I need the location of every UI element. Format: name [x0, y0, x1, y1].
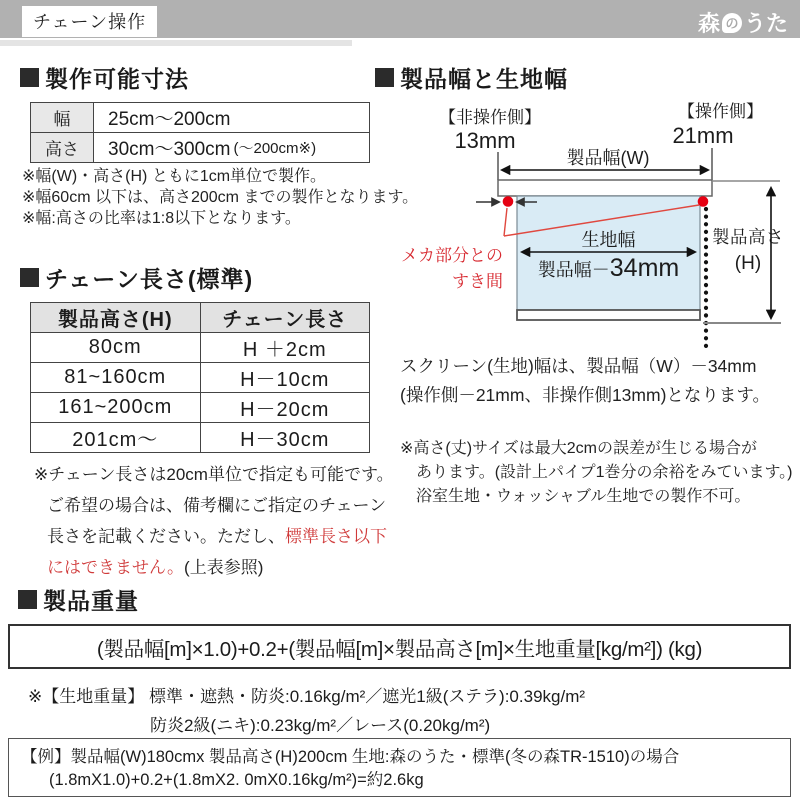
column-header: チェーン長さ — [201, 303, 370, 332]
table-cell: H ＋2cm — [201, 333, 370, 362]
table-cell: 161~200cm — [31, 393, 200, 422]
value-text: 25cm〜200cm — [108, 109, 231, 130]
formula-prefix: 製品幅－ — [537, 260, 610, 280]
mechanism-gap-line1: メカ部分との — [401, 246, 503, 265]
fabric-width-formula — [517, 254, 700, 283]
note-line: ※幅:高さの比率は1:8以下となります。 — [22, 210, 301, 227]
height-tolerance-notes — [400, 437, 793, 509]
table-cell: 81~160cm — [31, 363, 200, 392]
brand-text-1: 森 — [697, 11, 720, 36]
description-line: (操作側－21mm、非操作側13mm)となります。 — [400, 385, 770, 405]
fabric-panel — [517, 196, 700, 310]
weight-formula-box: (製品幅[m]×1.0)+0.2+(製品幅[m]×製品高さ[m]×生地重量[kg/m²]) (kg) — [8, 624, 791, 669]
product-height-label: 製品高さ — [712, 227, 784, 247]
weight-example-box — [8, 738, 791, 797]
brand-logo — [698, 7, 788, 38]
table-row-label: 高さ — [31, 133, 93, 162]
table-cell: 201cm〜 — [31, 423, 200, 452]
column-header: 製品高さ(H) — [31, 303, 200, 332]
chain-length-note — [34, 459, 402, 583]
note-line: 浴室生地・ウォッシャブル生地での製作不可。 — [416, 488, 751, 505]
section-title-dimensions — [20, 61, 189, 94]
square-bullet-icon — [375, 68, 394, 87]
value-note: (〜200cm※) — [233, 140, 317, 157]
value-text: 30cm〜300cm — [108, 139, 231, 160]
mechanism-gap-label — [375, 243, 503, 295]
table-cell: H－10cm — [201, 363, 370, 392]
note-text: ※チェーン長さは20cm単位で指定も可能です。ご希望の場合は、備考欄にご指定のチェーン長さを記載ください。ただし、 — [34, 465, 394, 546]
operation-side-value: 21mm — [672, 123, 734, 148]
dimensions-notes — [22, 166, 418, 229]
operation-type-badge: チェーン操作 — [22, 6, 157, 37]
note-text: (上表参照) — [184, 558, 264, 577]
gap-dot-right — [698, 196, 709, 207]
top-bar-shadow — [0, 40, 352, 46]
non-operation-side-value: 13mm — [454, 128, 516, 153]
fabric-width-label: 生地幅 — [581, 230, 636, 250]
example-line2: (1.8mX1.0)+0.2+(1.8mX2. 0mX0.16kg/m²)=約2.6kg — [49, 771, 424, 789]
section-title-text: 製品幅と生地幅 — [400, 66, 568, 92]
section-title-text: チェーン長さ(標準) — [45, 266, 254, 292]
section-title-width — [375, 61, 568, 94]
non-operation-side-label: 【非操作側】 — [439, 108, 541, 127]
section-title-weight — [18, 583, 139, 616]
example-line1: 【例】製品幅(W)180cmx 製品高さ(H)200cm 生地:森のうた・標準(冬の森TR-1510)の場合 — [21, 748, 680, 766]
square-bullet-icon — [20, 68, 39, 87]
brand-text-2: うた — [743, 11, 788, 36]
square-bullet-icon — [18, 590, 37, 609]
table-cell: H－30cm — [201, 423, 370, 452]
section-title-text: 製作可能寸法 — [45, 66, 189, 92]
note-line: ※幅(W)・高さ(H) ともに1cm単位で製作。 — [22, 168, 327, 185]
fabric-weight-note-line2: 防炎2級(ニキ):0.23kg/m²／レース(0.20kg/m²) — [150, 716, 491, 735]
product-height-unit: (H) — [734, 253, 762, 274]
mechanism-gap-line2: すき間 — [452, 272, 503, 291]
section-title-chain — [20, 261, 253, 294]
headrail — [498, 180, 712, 196]
weight-bar — [517, 310, 700, 320]
product-width-label: 製品幅(W) — [566, 148, 650, 168]
note-line: あります。(設計上パイプ1巻分の余裕をみています。) — [416, 464, 793, 481]
note-line: ※幅60cm 以下は、高さ200cm までの製作となります。 — [22, 189, 419, 206]
table-cell: 80cm — [31, 333, 200, 362]
fabric-weight-note-line1: ※【生地重量】 標準・遮熱・防炎:0.16kg/m²／遮光1級(ステラ):0.39kg/m² — [28, 687, 586, 706]
note-line: ※高さ(丈)サイズは最大2cmの誤差が生じる場合が — [400, 440, 758, 457]
width-diagram — [375, 95, 800, 359]
gap-dot-left — [503, 196, 514, 207]
dimensions-table — [30, 102, 370, 163]
fabric-width-description — [400, 352, 770, 410]
table-row-value — [94, 133, 369, 162]
section-title-text: 製品重量 — [43, 588, 139, 614]
leaf-icon: の — [722, 13, 742, 33]
table-row-value — [94, 103, 369, 132]
operation-side-label: 【操作側】 — [678, 102, 763, 121]
note-text-red: 標準長さ以下にはできません。 — [47, 527, 387, 577]
formula-value: 34mm — [609, 254, 680, 282]
table-row-label: 幅 — [31, 103, 93, 132]
chain-length-table — [30, 302, 370, 453]
table-cell: H－20cm — [201, 393, 370, 422]
description-line: スクリーン(生地)幅は、製品幅（W）－34mm — [400, 356, 757, 376]
square-bullet-icon — [20, 268, 39, 287]
mechanism-gap-leader-left — [504, 208, 507, 236]
